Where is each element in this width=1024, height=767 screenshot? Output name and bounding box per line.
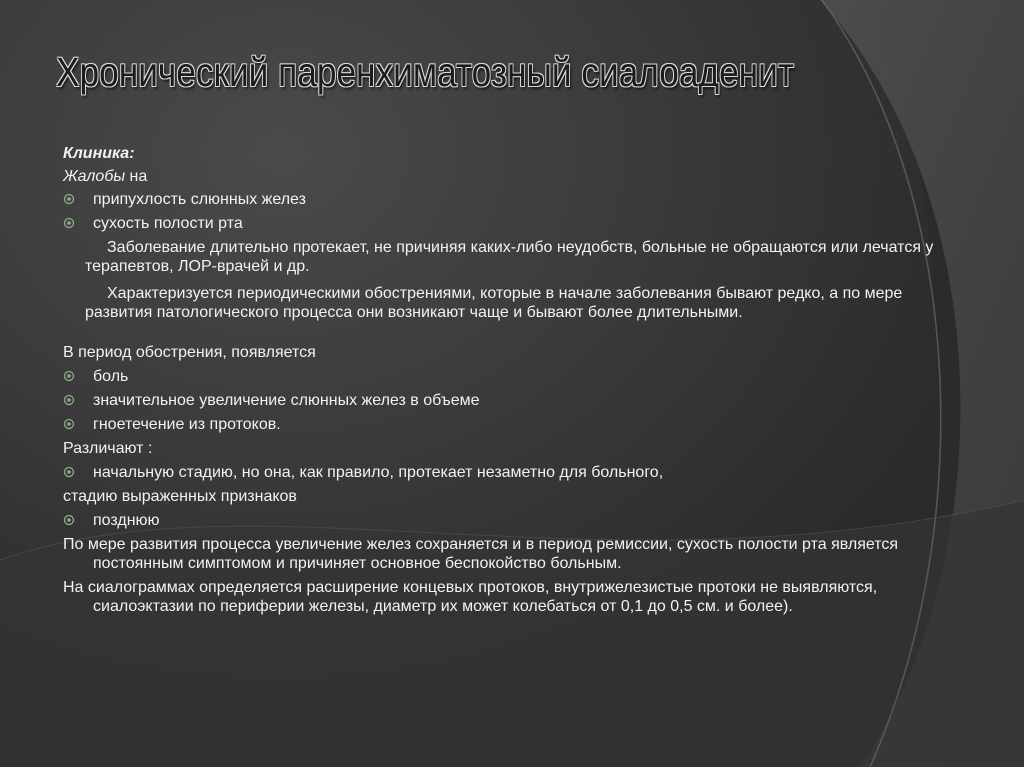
list-item [63,367,943,386]
exacerbation-intro: В период обострения, появляется [63,344,316,361]
progression-paragraph: По мере развития процесса увеличение желез сохраняется и в период ремиссии, сухость полости рта является постоянным симптомом и причиняет основное беспокойство больным. [63,536,899,572]
list-item [63,190,943,209]
exacerbation-item: гноетечение из протоков. [93,416,281,433]
list-item [63,214,943,233]
distinguish-label: Различают : [63,440,153,457]
concentric-circle-bullet-icon [63,392,77,408]
clinic-label: Клиника: [63,145,135,162]
sialogram-paragraph: На сиалограммах определяется расширение концевых протоков, внутрижелезистые протоки не выявляются, сиалоэктазии по периферии железы, диаметр их может колебаться от 0,1 до 0,5 см. и более). [63,579,878,615]
list-item [63,463,943,482]
complaint-item: припухлость слюнных желез [93,191,306,208]
concentric-circle-bullet-icon [63,368,77,384]
slide-content [63,144,943,621]
concentric-circle-bullet-icon [63,512,77,528]
complaints-word: Жалобы [63,168,126,185]
late-stage-item: позднюю [93,512,160,529]
slide-title: Хронический паренхиматозный сиалоаденит [56,49,795,95]
spacer [63,327,943,343]
exacerbation-item: значительное увеличение слюнных желез в объеме [93,392,480,409]
paragraph-duration: Заболевание длительно протекает, не причиняя каких-либо неудобств, больные не обращаются или лечатся у терапевтов, ЛОР-врачей и др. [85,239,934,275]
concentric-circle-bullet-icon [63,191,77,207]
list-item [63,511,943,530]
initial-stage-item: начальную стадию, но она, как правило, протекает незаметно для больного, [93,464,664,481]
complaints-rest: на [125,168,148,185]
paragraph-exacerbations: Характеризуется периодическими обострениями, которые в начале заболевания бывают редко, а по мере развития патологического процесса они возникают чаще и бывают более длительными. [85,285,903,321]
concentric-circle-bullet-icon [63,464,77,480]
list-item [63,415,943,434]
concentric-circle-bullet-icon [63,416,77,432]
list-item [63,391,943,410]
complaint-item: сухость полости рта [93,215,243,232]
complaints-heading [63,167,943,186]
concentric-circle-bullet-icon [63,215,77,231]
exacerbation-item: боль [93,368,129,385]
pronounced-stage: стадию выраженных признаков [63,488,297,505]
